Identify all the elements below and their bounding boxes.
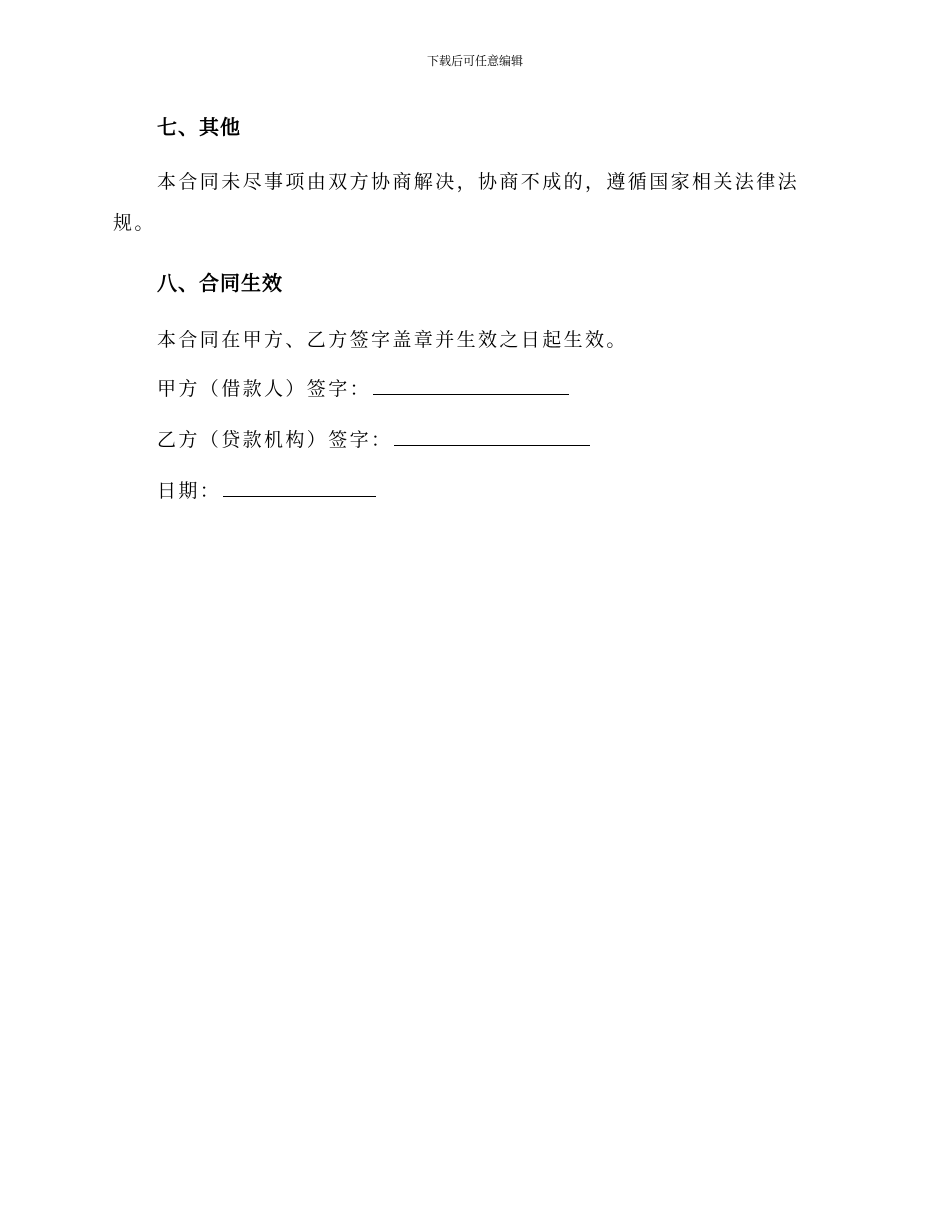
section-body-other: 本合同未尽事项由双方协商解决，协商不成的，遵循国家相关法律法规。 — [113, 171, 800, 234]
section-title-other: 七、其他 — [157, 115, 241, 139]
section-title-effectiveness: 八、合同生效 — [157, 271, 283, 295]
date-line — [113, 466, 813, 517]
party-a-signature-line — [113, 364, 813, 415]
party-b-signature-blank[interactable] — [394, 431, 590, 446]
date-blank[interactable] — [223, 482, 376, 497]
party-b-signature-line — [113, 415, 813, 466]
document-body — [113, 112, 813, 517]
date-label: 日期： — [157, 480, 222, 502]
party-a-signature-blank[interactable] — [373, 380, 569, 395]
page-header-note: 下载后可任意编辑 — [426, 54, 523, 68]
party-b-signature-label: 乙方（贷款机构）签字： — [157, 429, 393, 451]
section-body-effectiveness: 本合同在甲方、乙方签字盖章并生效之日起生效。 — [157, 329, 628, 351]
party-a-signature-label: 甲方（借款人）签字： — [157, 378, 372, 400]
